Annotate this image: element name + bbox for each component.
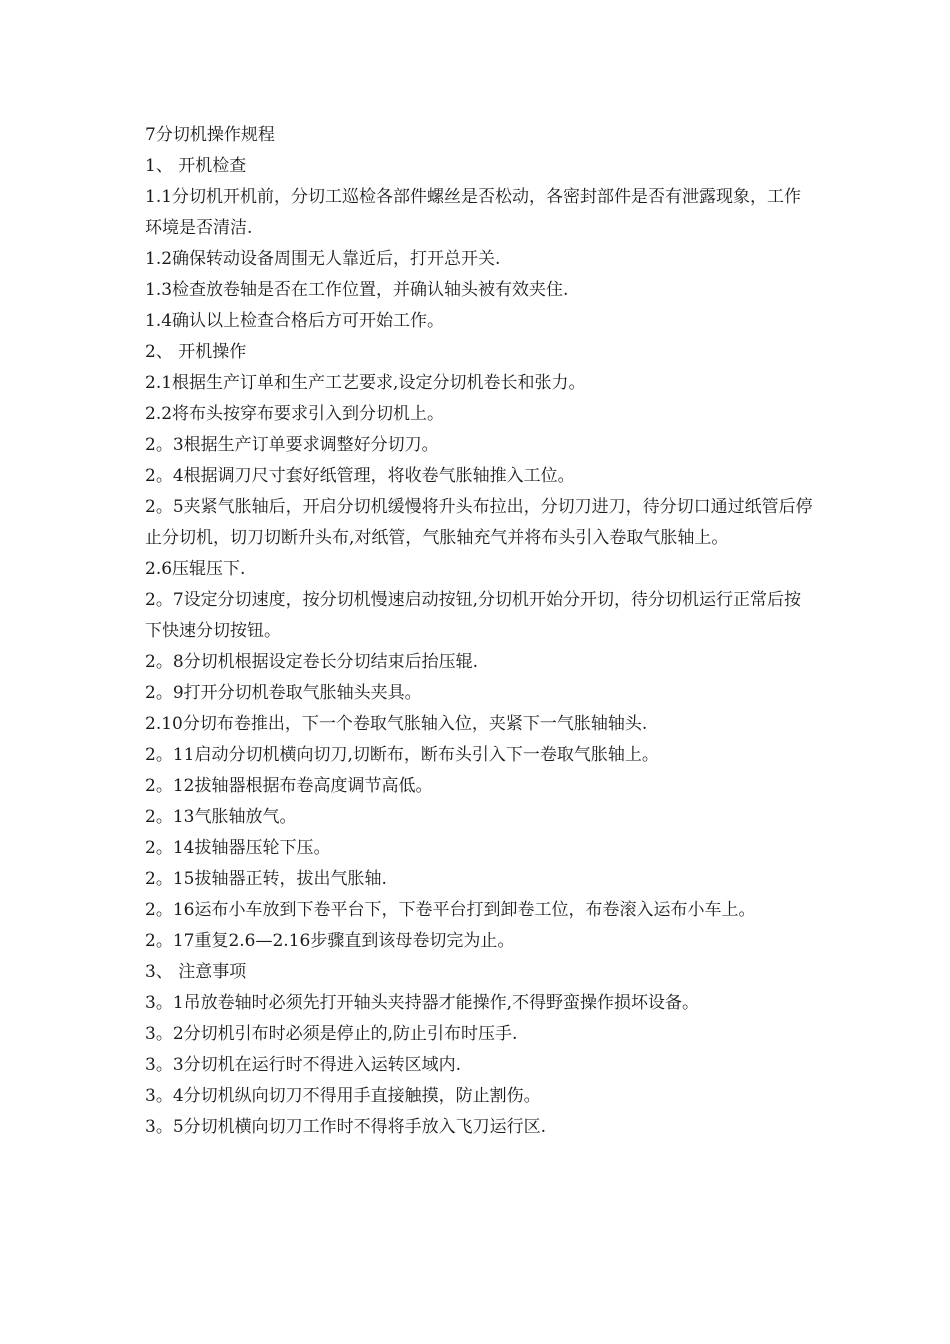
document-title: 7分切机操作规程 [145, 125, 275, 145]
section-heading: 1、 开机检查 [145, 156, 247, 176]
procedure-item: 2。11启动分切机横向切刀,切断布，断布头引入下一卷取气胀轴上。 [145, 745, 659, 765]
procedure-item: 2.10分切布卷推出，下一个卷取气胀轴入位，夹紧下一气胀轴轴头. [145, 714, 648, 734]
procedure-item: 3。1吊放卷轴时必须先打开轴头夹持器才能操作,不得野蛮操作损坏设备。 [145, 993, 700, 1013]
procedure-item: 2。5夹紧气胀轴后，开启分切机缓慢将升头布拉出，分切刀进刀，待分切口通过纸管后停止分切机，切刀切断升头布,对纸管，气胀轴充气并将布头引入卷取气胀轴上。 [145, 497, 813, 548]
procedure-item: 2。17重复2.6—2.16步骤直到该母卷切完为止。 [145, 931, 515, 951]
procedure-item: 1.4确认以上检查合格后方可开始工作。 [145, 311, 445, 331]
procedure-item: 2.2将布头按穿布要求引入到分切机上。 [145, 404, 445, 424]
section-heading: 3、 注意事项 [145, 962, 247, 982]
procedure-item: 2.1根据生产订单和生产工艺要求,设定分切机卷长和张力。 [145, 373, 586, 393]
procedure-item: 2。8分切机根据设定卷长分切结束后抬压辊. [145, 652, 479, 672]
procedure-item: 2.6压辊压下. [145, 559, 246, 579]
procedure-item: 2。13气胀轴放气。 [145, 807, 297, 827]
procedure-item: 2。15拔轴器正转，拔出气胀轴. [145, 869, 387, 889]
procedure-item: 2。7设定分切速度，按分切机慢速启动按钮,分切机开始分开切，待分切机运行正常后按下快速分切按钮。 [145, 590, 802, 641]
document-body [145, 120, 815, 1143]
procedure-item: 3。3分切机在运行时不得进入运转区域内. [145, 1055, 462, 1075]
procedure-item: 1.2确保转动设备周围无人靠近后，打开总开关. [145, 249, 501, 269]
procedure-item: 1.3检查放卷轴是否在工作位置，并确认轴头被有效夹住. [145, 280, 569, 300]
procedure-item: 2。16运布小车放到下卷平台下，下卷平台打到卸卷工位，布卷滚入运布小车上。 [145, 900, 756, 920]
procedure-item: 1.1分切机开机前，分切工巡检各部件螺丝是否松动，各密封部件是否有泄露现象，工作环境是否清洁. [145, 187, 802, 238]
procedure-item: 2。14拔轴器压轮下压。 [145, 838, 331, 858]
procedure-item: 3。5分切机横向切刀工作时不得将手放入飞刀运行区. [145, 1117, 547, 1137]
section-heading: 2、 开机操作 [145, 342, 247, 362]
procedure-item: 2。9打开分切机卷取气胀轴头夹具。 [145, 683, 422, 703]
procedure-item: 3。4分切机纵向切刀不得用手直接触摸，防止割伤。 [145, 1086, 541, 1106]
procedure-item: 2。3根据生产订单要求调整好分切刀。 [145, 435, 439, 455]
procedure-item: 2。12拔轴器根据布卷高度调节高低。 [145, 776, 433, 796]
procedure-item: 2。4根据调刀尺寸套好纸管理，将收卷气胀轴推入工位。 [145, 466, 575, 486]
procedure-item: 3。2分切机引布时必须是停止的,防止引布时压手. [145, 1024, 518, 1044]
